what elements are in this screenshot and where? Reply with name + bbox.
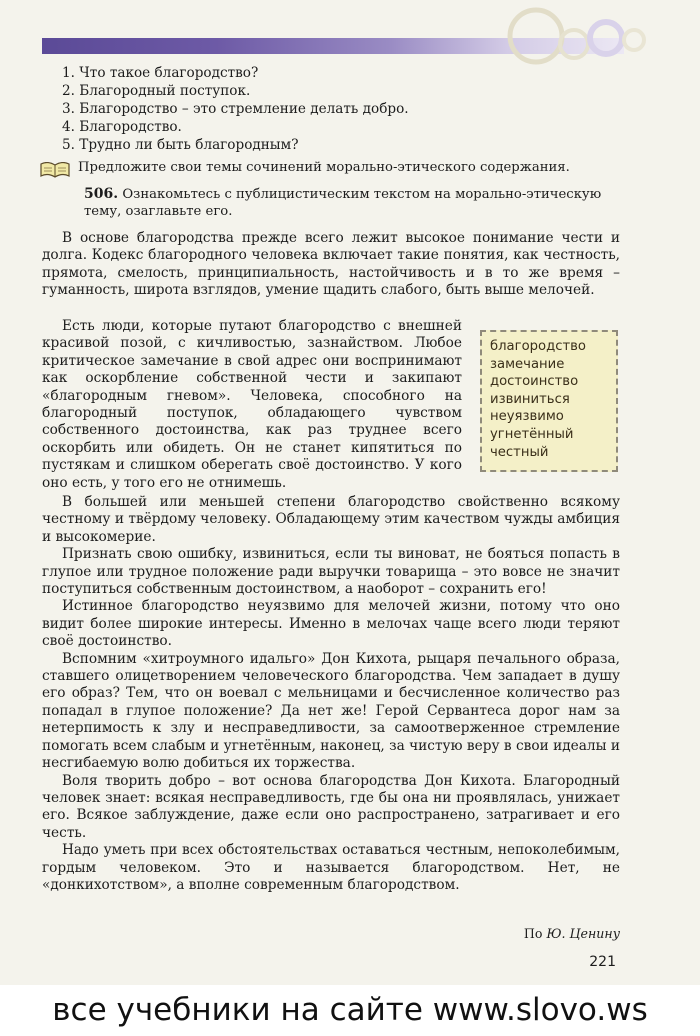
vocab-word: честный: [490, 444, 549, 460]
paragraph: В большей или меньшей степени благородство свойственно всякому честному и твёрдому человеку. Обладающему этим качеством чужды амбиция и высокомерие.: [42, 494, 620, 545]
exercise-instruction: Ознакомьтесь с публицистическим текстом на морально-этическую тему, озаглавьте его.: [84, 187, 602, 219]
page-number: 221: [589, 954, 616, 970]
question-item: 4. Благородство.: [62, 119, 182, 135]
vocab-word: извиниться: [490, 391, 570, 407]
vocab-word: благородство: [490, 339, 586, 354]
site-footer-banner: все учебники на сайте www.slovo.ws: [0, 985, 700, 1036]
paragraph: Надо уметь при всех обстоятельствах оставаться честным, непоколебимым, гордым человеком. Это и называется благородством. Нет, не «донкихотством», а вполне современным благородством.: [42, 842, 620, 893]
paragraph: В основе благородства прежде всего лежит высокое понимание чести и долга. Кодекс благородного человека включает такие понятия, как честность, прямота, смелость, принципиальность, настойчивость и в то же время – гуманность, широта взглядов, умение щадить слабого, быть выше мелочей.: [42, 230, 620, 299]
paragraph: Вспомним «хитроумного идальго» Дон Кихота, рыцаря печального образа, ставшего олицетворением человеческого благородства. Чем западает в душу его образ? Тем, что он воевал с мельницами и бесчисленное количество раз попадал в глупое положение? Да нет же! Герой Сервантеса дорог нам за нетерпимость к злу и несправедливости, за самоотверженное стремление помогать всем слабым и угнетённым, наконец, за чистую веру в свои идеалы и несгибаемую волю добиться их торжества.: [42, 650, 620, 772]
exercise-number: 506.: [84, 186, 119, 202]
task-row: [40, 160, 640, 178]
vocab-word: достоинство: [490, 374, 579, 390]
source-attribution: [524, 926, 620, 941]
exercise-intro: [84, 186, 624, 220]
text-block-1: [42, 230, 620, 300]
decorative-circles-icon: [506, 6, 656, 66]
question-item: 1. Что такое благородство?: [62, 65, 259, 81]
task-text: Предложите свои темы сочинений морально-этического содержания.: [78, 160, 570, 175]
question-item: 5. Трудно ли быть благородным?: [62, 137, 299, 153]
open-book-icon: [40, 162, 70, 178]
text-block-3: [42, 494, 620, 894]
source-author: Ю. Ценину: [546, 926, 620, 941]
paragraph: Есть люди, которые путают благородство с внешней красивой позой, с кичливостью, зазнайством. Любое критическое замечание в свой адрес они воспринимают как оскорбление собственной чести и закипают «благородным гневом». Человека, способного на благородный поступок, обладающего чувством собственного достоинства, как раз труднее всего оскорбить или обидеть. Он не станет кипятиться по пустякам и слишком оберегать своё достоинство. У кого оно есть, у того его не отнимешь.: [42, 318, 462, 491]
paragraph: Воля творить добро – вот основа благородства Дон Кихота. Благородный человек знает: всякая несправедливость, где бы она ни проявлялась, унижает его. Всякое заблуждение, даже если оно распространено, затрагивает и его честь.: [42, 772, 620, 841]
question-item: 2. Благородный поступок.: [62, 83, 251, 99]
vocabulary-box: [480, 330, 618, 472]
source-prefix: По: [523, 926, 543, 941]
question-item: 3. Благородство – это стремление делать добро.: [62, 101, 409, 117]
vocab-word: неуязвимо: [490, 409, 564, 425]
vocab-word: угнетённый: [490, 426, 574, 442]
question-list: [62, 64, 409, 154]
vocab-word: замечание: [490, 356, 565, 372]
paragraph: Истинное благородство неуязвимо для мелочей жизни, потому что оно видит более широкие интересы. Именно в мелочах чаще всего люди теряют своё достоинство.: [42, 598, 620, 650]
paragraph: Признать свою ошибку, извиниться, если ты виноват, не бояться попасть в глупое или трудное положение ради выручки товарища – это вовсе не значит поступиться собственным достоинством, а наоборот – сохранить его!: [42, 546, 620, 598]
